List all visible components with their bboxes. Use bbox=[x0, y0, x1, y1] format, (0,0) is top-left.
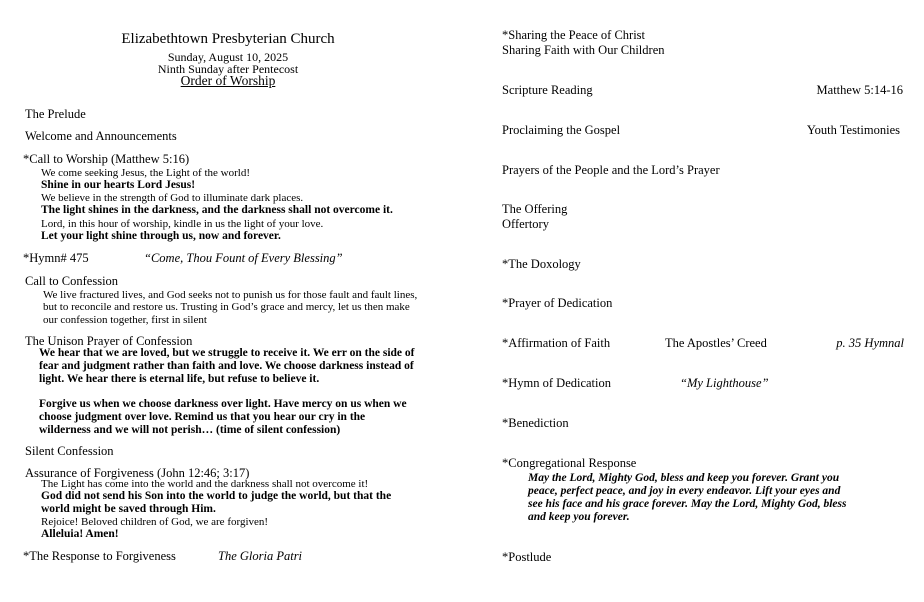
congregational-response-line-4: and keep you forever. bbox=[528, 511, 630, 523]
affirmation-creed: The Apostles’ Creed bbox=[665, 336, 767, 350]
congregational-response-line-3: see his face and his grace forever. May the Lord, Mighty God, bless bbox=[528, 498, 847, 510]
assurance-title: Assurance of Forgiveness (John 12:46; 3:17) bbox=[25, 466, 250, 480]
scripture-reference: Matthew 5:14-16 bbox=[816, 83, 903, 97]
offertory: Offertory bbox=[502, 217, 549, 231]
benediction: *Benediction bbox=[502, 416, 569, 430]
welcome: Welcome and Announcements bbox=[25, 129, 177, 143]
unison-prayer-line-5: choose judgment over love. Remind us that you hear our cry in the bbox=[39, 411, 366, 423]
prayer-of-dedication: *Prayer of Dedication bbox=[502, 296, 613, 310]
sharing-peace: *Sharing the Peace of Christ bbox=[502, 28, 646, 42]
call-to-confession-title: Call to Confession bbox=[25, 274, 119, 288]
call-to-confession-line-3: our confession together, first in silent bbox=[43, 314, 207, 326]
gospel-detail: Youth Testimonies bbox=[806, 123, 900, 137]
prayers-of-the-people: Prayers of the People and the Lord’s Prayer bbox=[502, 163, 720, 177]
call-to-worship-leader-3: Lord, in this hour of worship, kindle in us the light of your love. bbox=[41, 218, 324, 230]
silent-confession: Silent Confession bbox=[25, 444, 114, 458]
unison-prayer-line-3: light. We hear there is eternal life, but refuse to believe it. bbox=[39, 373, 320, 385]
call-to-worship-title: *Call to Worship (Matthew 5:16) bbox=[23, 152, 190, 166]
congregational-response-line-2: peace, perfect peace, and joy in every endeavor. Lift your eyes and bbox=[528, 485, 841, 497]
hymn-of-dedication-label: *Hymn of Dedication bbox=[502, 376, 612, 390]
response-label: *The Response to Forgiveness bbox=[23, 549, 176, 563]
assurance-people-1b: world might be saved through Him. bbox=[41, 503, 216, 515]
call-to-worship-people-1: Shine in our hearts Lord Jesus! bbox=[41, 179, 196, 191]
unison-prayer-title: The Unison Prayer of Confession bbox=[25, 334, 193, 348]
hymn-label: *Hymn# 475 bbox=[23, 251, 89, 265]
response-title: The Gloria Patri bbox=[218, 549, 303, 563]
call-to-worship-people-3: Let your light shine through us, now and forever. bbox=[41, 230, 281, 242]
unison-prayer-line-6: wilderness and we will not perish… (time of silent confession) bbox=[39, 424, 341, 436]
assurance-people-1a: God did not send his Son into the world to judge the world, but that the bbox=[41, 490, 392, 502]
affirmation-page: p. 35 Hymnal bbox=[836, 336, 904, 350]
call-to-worship-leader-2: We believe in the strength of God to illuminate dark places. bbox=[41, 192, 304, 204]
assurance-leader-1: The Light has come into the world and the darkness shall not overcome it! bbox=[41, 478, 369, 490]
assurance-people-2: Alleluia! Amen! bbox=[41, 528, 119, 540]
service-occasion: Ninth Sunday after Pentecost bbox=[157, 62, 299, 76]
congregational-response-line-1: May the Lord, Mighty God, bless and keep you forever. Grant you bbox=[528, 472, 840, 484]
doxology: *The Doxology bbox=[502, 257, 581, 271]
call-to-confession-line-2: but to reconcile and restore us. Trusting in God’s grace and mercy, let us then make bbox=[43, 301, 410, 313]
offering: The Offering bbox=[502, 202, 568, 216]
affirmation-label: *Affirmation of Faith bbox=[502, 336, 611, 350]
hymn-title: “Come, Thou Fount of Every Blessing” bbox=[144, 251, 343, 265]
call-to-worship-leader-1: We come seeking Jesus, the Light of the world! bbox=[41, 167, 250, 179]
gospel-label: Proclaiming the Gospel bbox=[502, 123, 621, 137]
assurance-leader-2: Rejoice! Beloved children of God, we are forgiven! bbox=[41, 516, 269, 528]
unison-prayer-line-1: We hear that we are loved, but we struggle to receive it. We err on the side of bbox=[39, 347, 415, 359]
unison-prayer-line-4: Forgive us when we choose darkness over light. Have mercy on us when we bbox=[39, 398, 407, 410]
service-date: Sunday, August 10, 2025 bbox=[167, 50, 289, 64]
church-name: Elizabethtown Presbyterian Church bbox=[121, 31, 335, 47]
call-to-worship-people-2: The light shines in the darkness, and the darkness shall not overcome it. bbox=[41, 204, 393, 216]
unison-prayer-line-2: fear and judgment rather than faith and love. We choose darkness instead of bbox=[39, 360, 414, 372]
sharing-faith: Sharing Faith with Our Children bbox=[502, 43, 665, 57]
congregational-response-title: *Congregational Response bbox=[502, 456, 637, 470]
call-to-confession-line-1: We live fractured lives, and God seeks not to punish us for those fault and fault lines, bbox=[43, 289, 418, 301]
prelude: The Prelude bbox=[25, 107, 86, 121]
scripture-label: Scripture Reading bbox=[502, 83, 593, 97]
hymn-of-dedication-title: “My Lighthouse” bbox=[680, 376, 769, 390]
postlude: *Postlude bbox=[502, 550, 552, 564]
order-of-worship-title: Order of Worship bbox=[180, 73, 276, 88]
